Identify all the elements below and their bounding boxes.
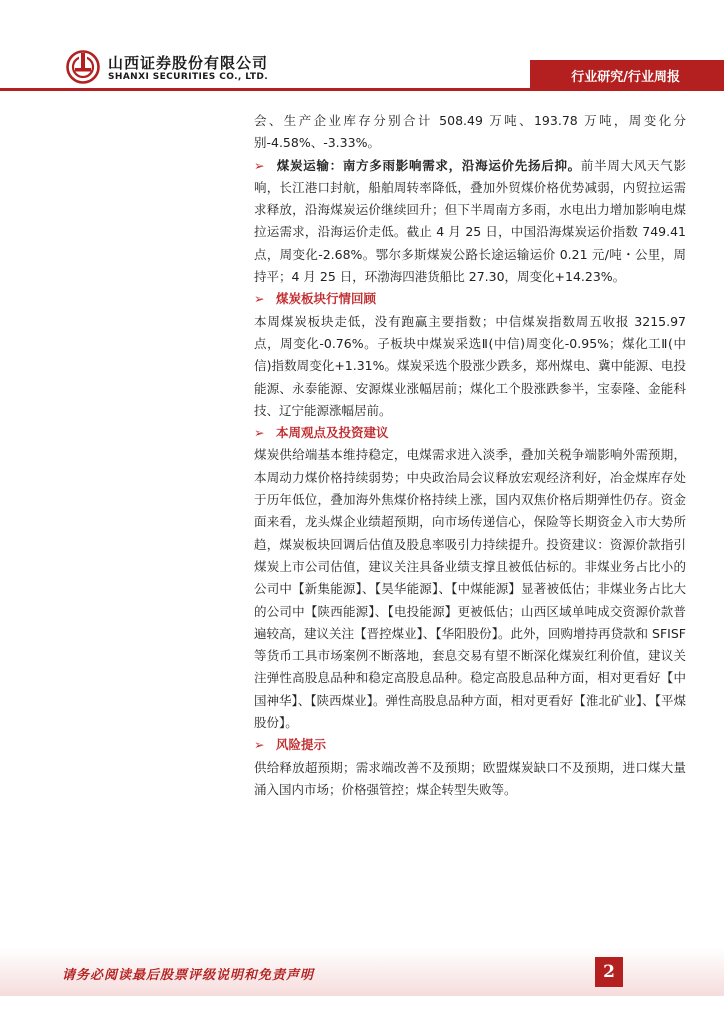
page-number: 2 xyxy=(595,957,623,987)
sector-title: 煤炭板块行情回顾 xyxy=(276,291,377,307)
company-name-cn: 山西证券股份有限公司 xyxy=(108,54,269,72)
bullet-arrow-icon: ➢ xyxy=(254,425,265,441)
page-header xyxy=(0,0,724,95)
transport-section xyxy=(254,155,686,289)
inventory-paragraph: 会、生产企业库存分别合计 508.49 万吨、193.78 万吨，周变化分别-4.58%、-3.33%。 xyxy=(254,113,686,151)
view-title: 本周观点及投资建议 xyxy=(276,425,389,441)
report-type-tab xyxy=(530,60,724,91)
company-logo-icon xyxy=(66,50,100,84)
bullet-arrow-icon: ➢ xyxy=(254,737,265,753)
bullet-arrow-icon: ➢ xyxy=(254,291,265,307)
company-name-en: SHANXI SECURITIES CO., LTD. xyxy=(108,72,269,82)
disclaimer-note: 请务必阅读最后股票评级说明和免责声明 xyxy=(62,968,315,983)
bullet-arrow-icon: ➢ xyxy=(254,157,265,173)
transport-lead: 煤炭运输：南方多雨影响需求，沿海运价先扬后抑。 xyxy=(276,157,581,173)
report-type-label: 行业研究/行业周报 xyxy=(571,70,680,85)
page-footer xyxy=(0,948,724,996)
sector-paragraph: 本周煤炭板块走低，没有跑赢主要指数；中信煤炭指数周五收报 3215.97 点，周变化-0.76%。子板块中煤炭采选Ⅱ(中信)周变化-0.95%；煤化工Ⅱ(中信)指数周变化+1.31%。煤炭采选个股涨少跌多，郑州煤电、冀中能源、电投能源、永泰能源、安源煤业涨幅居前；煤化工个股涨跌参半，宝泰隆、金能科技、辽宁能源涨幅居前。 xyxy=(254,313,686,418)
transport-text: 前半周大风天气影响，长江港口封航，船舶周转率降低，叠加外贸煤价格优势减弱，内贸拉运需求释放，沿海煤炭运价继续回升；但下半周南方多雨，水电出力增加影响电煤拉运需求，沿海运价走低。截止 4 月 25 日，中国沿海煤炭运价指数 749.41 点，周变化-2.68%。鄂尔多斯煤炭公路长途运输运价 0.21 元/吨・公里，周持平；4 月 25 日，环渤海四港货船比 27.30，周变化+14.23%。 xyxy=(254,157,686,285)
view-heading xyxy=(254,422,686,444)
main-content xyxy=(254,110,686,801)
sector-heading xyxy=(254,288,686,310)
risk-heading xyxy=(254,734,686,756)
view-paragraph: 煤炭供给端基本维持稳定，电煤需求进入淡季，叠加关税争端影响外需预期，本周动力煤价格持续弱势；中央政治局会议释放宏观经济利好，冶金煤库存处于历年低位，叠加海外焦煤价格持续上涨，国内双焦价格后期弹性仍存。资金面来看，龙头煤企业绩超预期，向市场传递信心，保险等长期资金入市大势所趋，煤炭板块回调后估值及股息率吸引力持续提升。投资建议：资源价款指引煤炭上市公司估值，建议关注具备业绩支撑且被低估标的。非煤业务占比小的公司中【新集能源】、【昊华能源】、【中煤能源】显著被低估；非煤业务占比大的公司中【陕西能源】、【电投能源】更被低估；山西区域单吨成交资源价款普遍较高，建议关注【晋控煤业】、【华阳股份】。此外，回购增持再贷款和 SFISF 等货币工具市场案例不断落地，套息交易有望不断深化煤炭红利价值，建议关注弹性高股息品种和稳定高股息品种。稳定高股息品种方面，相对更看好【中国神华】、【陕西煤业】。弹性高股息品种方面，相对更看好【淮北矿业】、【平煤股份】。 xyxy=(254,447,686,731)
risk-title: 风险提示 xyxy=(276,737,327,753)
risk-paragraph: 供给释放超预期；需求端改善不及预期；欧盟煤炭缺口不及预期，进口煤大量涌入国内市场；价格强管控；煤企转型失败等。 xyxy=(254,759,686,797)
